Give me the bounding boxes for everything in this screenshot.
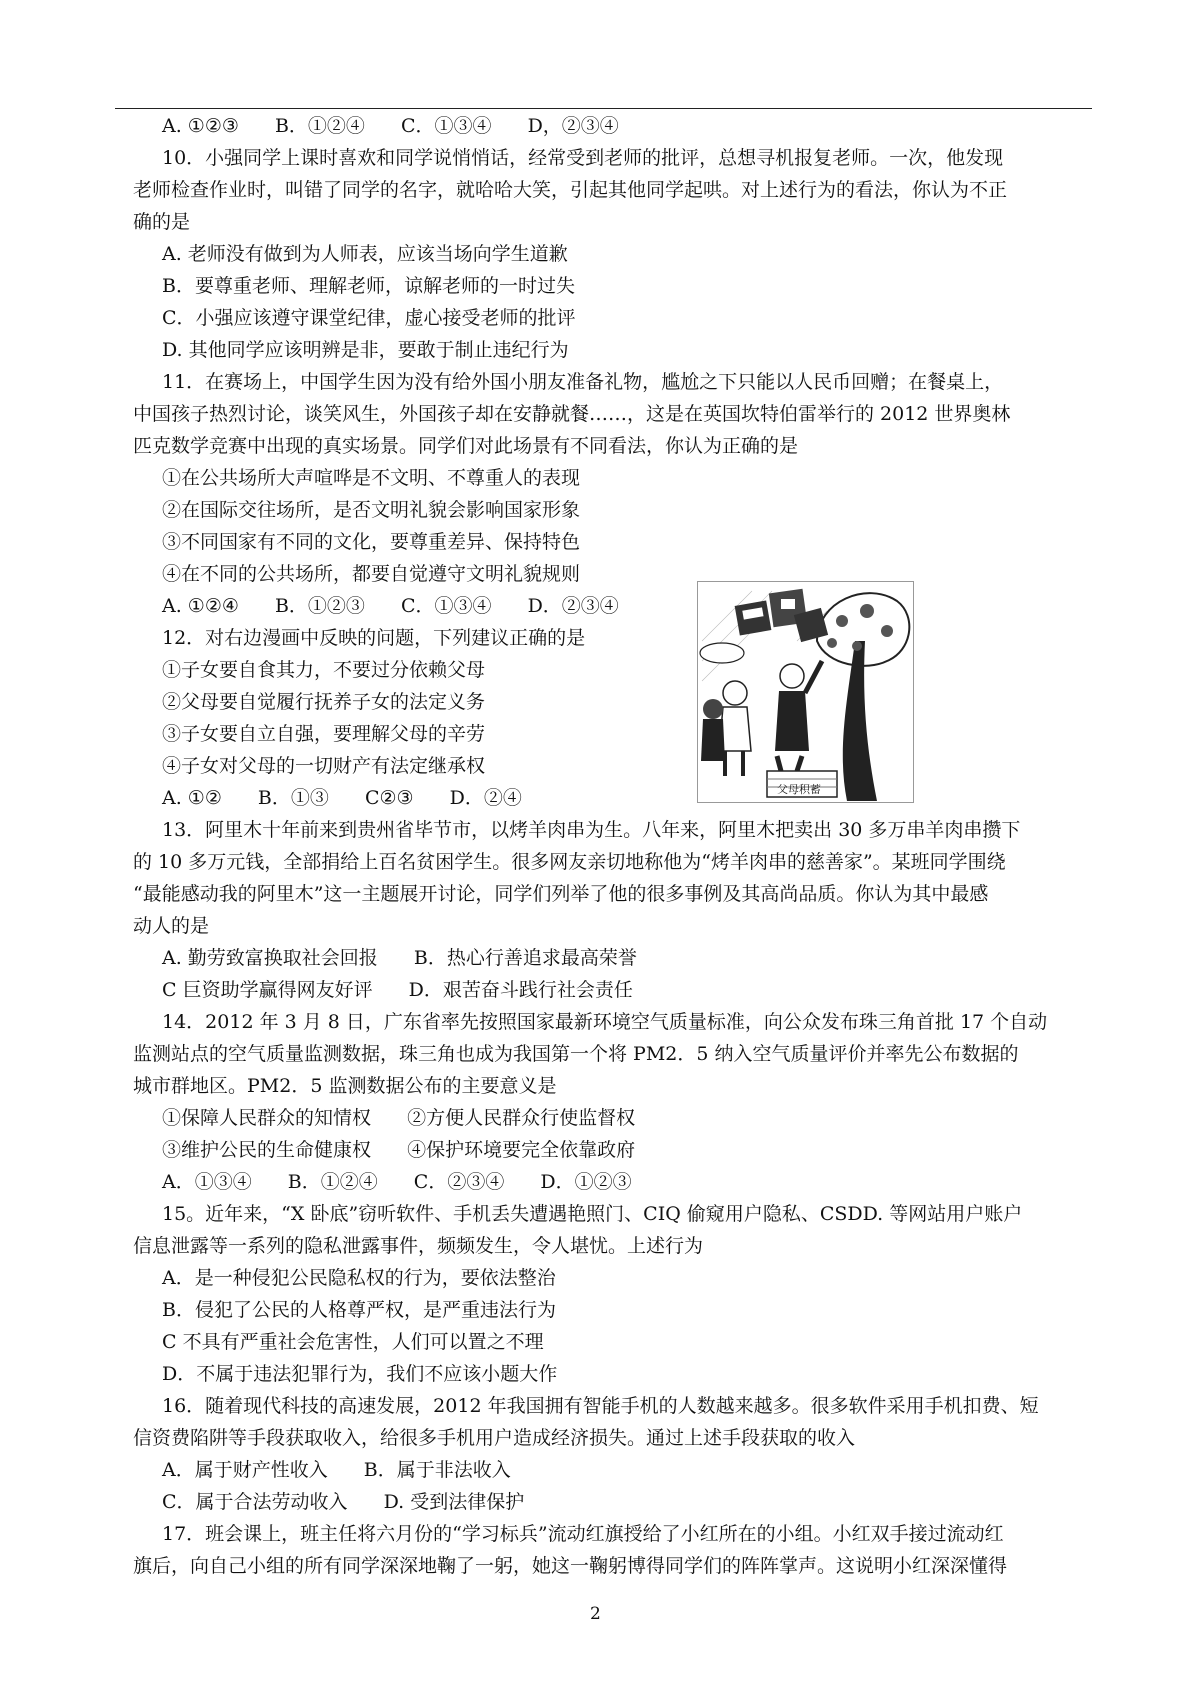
q13-options-row-2 — [162, 978, 663, 1002]
q12-option-a: A. ①② — [162, 787, 222, 809]
q13-option-a: A. 勤劳致富换取社会回报 — [162, 947, 378, 969]
q12-cartoon-image — [697, 581, 914, 803]
q14-item-2: ②方便人民群众行使监督权 — [407, 1107, 636, 1129]
q13-stem-line-2: 的 10 多万元钱，全部捐给上百名贫困学生。很多网友亲切地称他为“烤羊肉串的慈善家”。某班同学围绕 — [133, 851, 1006, 873]
q13-option-b: B．热心行善追求最高荣誉 — [413, 947, 637, 969]
q15-stem-line-2: 信息泄露等一系列的隐私泄露事件，频频发生，令人堪忧。上述行为 — [133, 1235, 704, 1257]
q16-options-row-1 — [162, 1458, 541, 1482]
q12-options — [162, 786, 552, 810]
q9-options — [162, 114, 649, 138]
q16-options-row-2 — [162, 1490, 554, 1514]
q12-option-d: D．②④ — [449, 787, 522, 809]
q9-option-d: D，②③④ — [527, 115, 619, 137]
q11-stem-line-3: 匹克数学竞赛中出现的真实场景。同学们对此场景有不同看法，你认为正确的是 — [133, 435, 799, 457]
q14-option-d: D．①②③ — [540, 1171, 632, 1193]
q11-stem-line-2: 中国孩子热烈讨论，谈笑风生，外国孩子却在安静就餐……，这是在英国坎特伯雷举行的 2012 世界奥林 — [133, 403, 1011, 425]
q10-option-c: C．小强应该遵守课堂纪律，虚心接受老师的批评 — [162, 307, 576, 329]
q11-stem-line-1: 11．在赛场上，中国学生因为没有给外国小朋友准备礼物，尴尬之下只能以人民币回赠；在餐桌上， — [162, 371, 1004, 393]
q10-stem-line-1: 10．小强同学上课时喜欢和同学说悄悄话，经常受到老师的批评，总想寻机报复老师。一次，他发现 — [162, 147, 1004, 169]
q12-item-4: ④子女对父母的一切财产有法定继承权 — [162, 755, 486, 777]
q12-item-1: ①子女要自食其力，不要过分依赖父母 — [162, 659, 486, 681]
q16-option-c: C．属于合法劳动收入 — [162, 1491, 348, 1513]
q14-item-3: ③维护公民的生命健康权 — [162, 1139, 372, 1161]
q10-stem-line-3: 确的是 — [133, 211, 191, 233]
q10-option-d: D. 其他同学应该明辨是非，要敢于制止违纪行为 — [162, 339, 569, 361]
q15-stem-line-1: 15。近年来，“X 卧底”窃听软件、手机丢失遭遇艳照门、CIQ 偷窥用户隐私、CSDD. 等网站用户账户 — [162, 1203, 1023, 1225]
q15-option-a: A．是一种侵犯公民隐私权的行为，要依法整治 — [162, 1267, 556, 1289]
q12-item-2: ②父母要自觉履行抚养子女的法定义务 — [162, 691, 486, 713]
q11-item-2: ②在国际交往场所，是否文明礼貌会影响国家形象 — [162, 499, 581, 521]
q11-options — [162, 594, 649, 618]
q16-option-b: B．属于非法收入 — [363, 1459, 511, 1481]
q12-option-c: C②③ — [364, 787, 414, 809]
q15-option-d: D．不属于违法犯罪行为，我们不应该小题大作 — [162, 1363, 558, 1385]
q16-option-a: A．属于财产性收入 — [162, 1459, 328, 1481]
q16-stem-line-2: 信资费陷阱等手段获取收入，给很多手机用户造成经济损失。通过上述手段获取的收入 — [133, 1427, 856, 1449]
header-rule — [115, 108, 1092, 109]
q13-stem-line-3: “最能感动我的阿里木”这一主题展开讨论，同学们列举了他的很多事例及其高尚品质。你认为其中最感 — [133, 883, 989, 905]
q17-stem-line-1: 17．班会课上，班主任将六月份的“学习标兵”流动红旗授给了小红所在的小组。小红双手接过流动红 — [162, 1523, 1004, 1545]
q13-options-row-1 — [162, 946, 667, 970]
q14-items-row-2 — [162, 1138, 665, 1162]
q14-stem-line-1: 14．2012 年 3 月 8 日，广东省率先按照国家最新环境空气质量标准，向公众发布珠三角首批 17 个自动 — [162, 1011, 1048, 1033]
q14-stem-line-2: 监测站点的空气质量监测数据，珠三角也成为我国第一个将 PM2．5 纳入空气质量评价并率先公布数据的 — [133, 1043, 1019, 1065]
q12-item-3: ③子女要自立自强，要理解父母的辛劳 — [162, 723, 486, 745]
q11-option-d: D．②③④ — [527, 595, 619, 617]
q12-stem: 12．对右边漫画中反映的问题，下列建议正确的是 — [162, 627, 586, 649]
q11-option-c: C．①③④ — [400, 595, 492, 617]
q9-option-b: B．①②④ — [274, 115, 365, 137]
page-number: 2 — [590, 1604, 601, 1624]
q14-option-a: A．①③④ — [162, 1171, 252, 1193]
q10-stem-line-2: 老师检查作业时，叫错了同学的名字，就哈哈大笑，引起其他同学起哄。对上述行为的看法，你认为不正 — [133, 179, 1008, 201]
q9-option-a: A. ①②③ — [162, 115, 239, 137]
q14-items-row-1 — [162, 1106, 665, 1130]
q11-item-1: ①在公共场所大声喧哗是不文明、不尊重人的表现 — [162, 467, 581, 489]
q10-option-a: A. 老师没有做到为人师表，应该当场向学生道歉 — [162, 243, 568, 265]
q14-option-b: B．①②④ — [287, 1171, 378, 1193]
q11-option-b: B．①②③ — [274, 595, 365, 617]
q11-item-3: ③不同国家有不同的文化，要尊重差异、保持特色 — [162, 531, 581, 553]
q14-stem-line-3: 城市群地区。PM2．5 监测数据公布的主要意义是 — [133, 1075, 557, 1097]
q14-options — [162, 1170, 662, 1194]
q16-stem-line-1: 16．随着现代科技的高速发展，2012 年我国拥有智能手机的人数越来越多。很多软件采用手机扣费、短 — [162, 1395, 1039, 1417]
q15-option-c: C 不具有严重社会危害性，人们可以置之不理 — [162, 1331, 544, 1353]
q11-option-a: A. ①②④ — [162, 595, 239, 617]
q14-option-c: C．②③④ — [413, 1171, 505, 1193]
q13-option-d: D．艰苦奋斗践行社会责任 — [408, 979, 633, 1001]
q13-stem-line-1: 13．阿里木十年前来到贵州省毕节市，以烤羊肉串为生。八年来，阿里木把卖出 30 多万串羊肉串攒下 — [162, 819, 1021, 841]
q12-option-b: B．①③ — [257, 787, 329, 809]
q10-option-b: B．要尊重老师、理解老师，谅解老师的一时过失 — [162, 275, 575, 297]
q16-option-d: D. 受到法律保护 — [383, 1491, 525, 1513]
q13-option-c: C 巨资助学赢得网友好评 — [162, 979, 373, 1001]
q15-option-b: B．侵犯了公民的人格尊严权，是严重违法行为 — [162, 1299, 556, 1321]
q9-option-c: C．①③④ — [400, 115, 492, 137]
q14-item-1: ①保障人民群众的知情权 — [162, 1107, 372, 1129]
q12-cartoon-caption: 父母积蓄 — [777, 783, 821, 796]
q17-stem-line-2: 旗后，向自己小组的所有同学深深地鞠了一躬，她这一鞠躬博得同学们的阵阵掌声。这说明小红深深懂得 — [133, 1555, 1008, 1577]
q11-item-4: ④在不同的公共场所，都要自觉遵守文明礼貌规则 — [162, 563, 581, 585]
q14-item-4: ④保护环境要完全依靠政府 — [407, 1139, 636, 1161]
q13-stem-line-4: 动人的是 — [133, 915, 210, 937]
